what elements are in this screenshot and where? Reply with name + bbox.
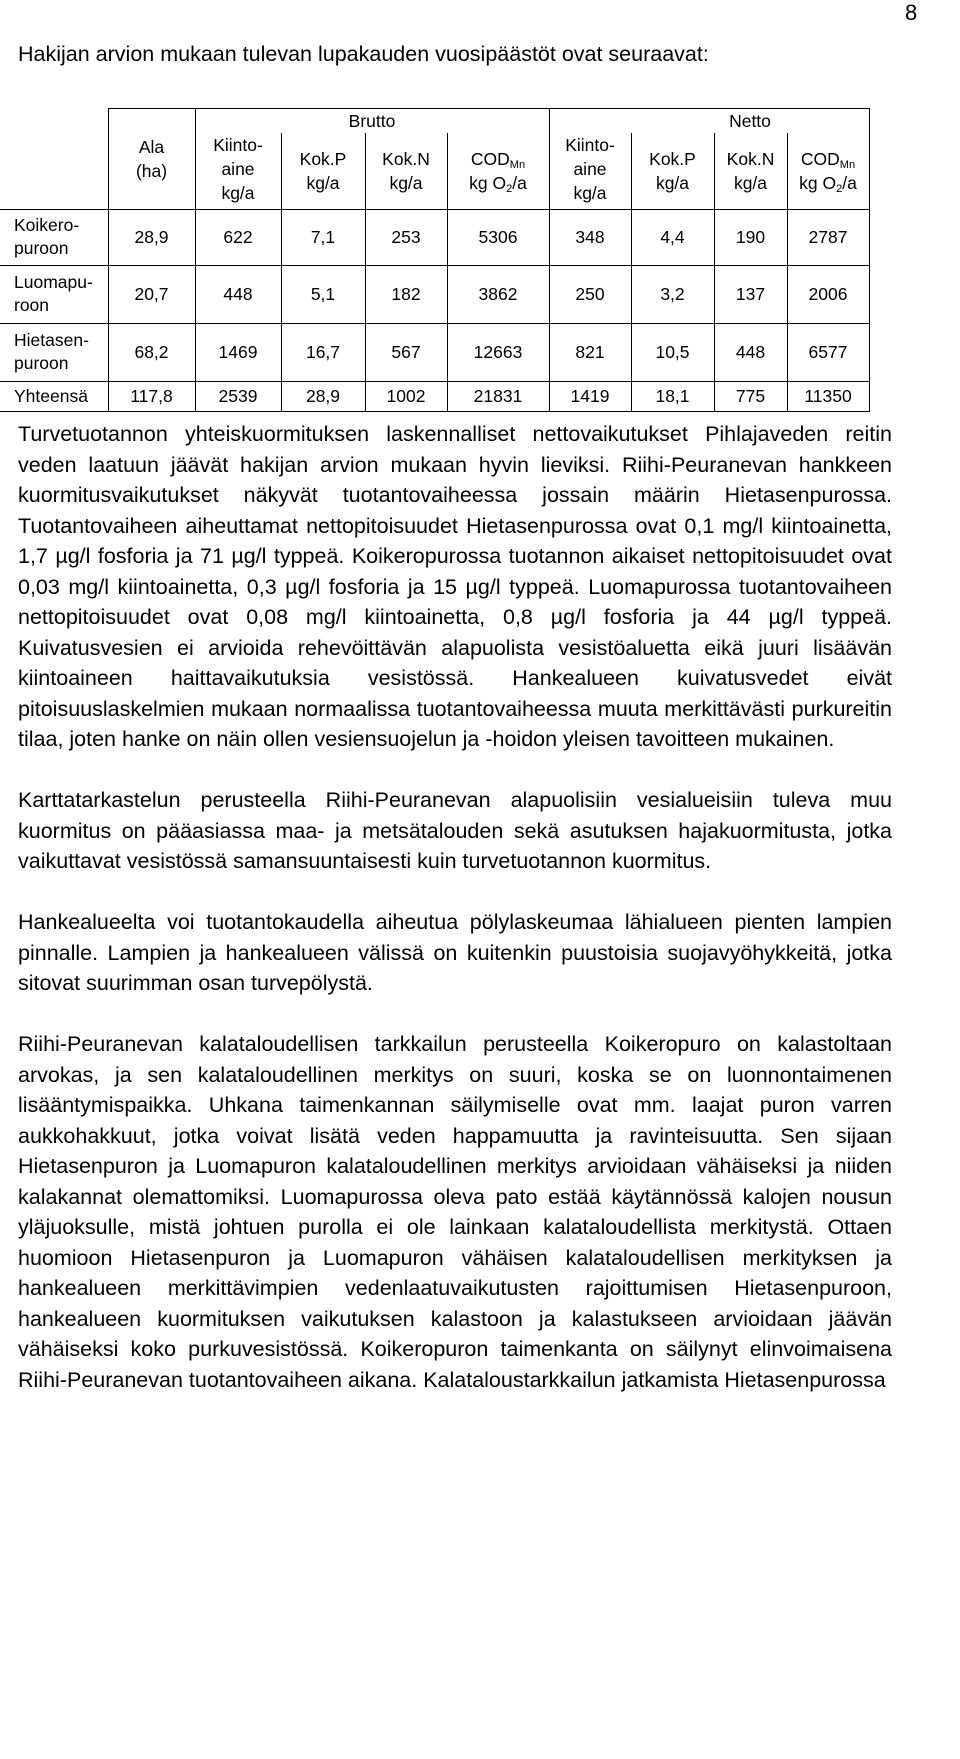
header-brutto-kokn-text: Kok.N kg/a — [382, 148, 430, 193]
table-cell: 253 — [365, 209, 447, 265]
table-cell: 21831 — [447, 381, 549, 411]
table-cell: 16,7 — [281, 323, 365, 381]
table-cell: 821 — [549, 323, 631, 381]
emissions-table-wrapper — [0, 108, 870, 412]
table-cell: 190 — [714, 209, 787, 265]
header-brutto-cod-unit-b: /a — [512, 172, 527, 193]
table-row-total — [0, 381, 870, 411]
header-group-netto: Netto — [631, 109, 869, 134]
table-cell: 137 — [714, 265, 787, 323]
table-cell: 182 — [365, 265, 447, 323]
table-cell: 3862 — [447, 265, 549, 323]
table-cell: 567 — [365, 323, 447, 381]
table-cell: 11350 — [787, 381, 869, 411]
header-netto-cod-unit-a: kg O — [799, 172, 837, 193]
header-corner — [0, 109, 108, 210]
table-cell: 6577 — [787, 323, 869, 381]
paragraph-spacer — [18, 999, 892, 1030]
table-row — [0, 265, 870, 323]
row-label: Hietasen- puroon — [0, 323, 108, 381]
paragraph-polylaskeuma: Hankealueelta voi tuotantokaudella aiheutua pölylaskeumaa lähialueen pienten lampien pinnalle. Lampien ja hankealueen välissä on kuitenkin puustoisia suojavyöhykkeitä, jotka sitovat suurimman osan turvepölystä. — [18, 910, 892, 995]
header-ala-text: Ala (ha) — [135, 136, 168, 181]
row-label: Yhteensä — [0, 381, 108, 411]
header-ala — [108, 109, 195, 210]
header-brutto-cod-sub: Mn — [509, 158, 526, 171]
table-cell: 1419 — [549, 381, 631, 411]
table-cell: 7,1 — [281, 209, 365, 265]
paragraph-kalatalous: Riihi-Peuranevan kalataloudellisen tarkkailun perusteella Koikeropuro on kalastoltaan arvokas, ja sen kalataloudellinen merkitys on suuri, koska se on luonnontaimenen lisääntymispaikka. Uhkana taimenkannan säilymiselle ovat mm. laajat puron varren aukkohakkuut, jotka voivat lisätä veden happamuutta ja ravinteisuutta. Sen sijaan Hietasenpuron ja Luomapuron kalataloudellinen merkitys arvioidaan vähäiseksi ja niiden kalakannat olemattomiksi. Luomapurossa oleva pato estää käytännössä kalojen nousun yläjuoksulle, mistä johtuen purolla ei ole lainkaan kalataloudellista merkitystä. Ottaen huomioon Hietasenpuron ja Luomapuron vähäisen kalataloudellisen merkityksen ja hankealueen merkittävimpien vedenlaatuvaikutusten rajoittumisen Hietasenpuroon, hankealueen kuormituksen vaikutuksen kalastoon ja kalastukseen arvioidaan jäävän vähäiseksi koko purkuvesistössä. Koikeropuron taimenkanta on säilynyt elinvoimaisena Riihi-Peuranevan tuotantovaiheen aikana. Kalataloustarkkailun jatkamista Hietasenpurossa — [18, 1032, 892, 1392]
header-brutto-kiintoaine — [195, 133, 281, 209]
table-cell: 1469 — [195, 323, 281, 381]
table-cell: 117,8 — [108, 381, 195, 411]
row-label: Luomapu- roon — [0, 265, 108, 323]
table-cell: 622 — [195, 209, 281, 265]
table-cell: 348 — [549, 209, 631, 265]
header-brutto-cod-main: COD — [470, 148, 510, 169]
table-cell: 4,4 — [631, 209, 714, 265]
header-empty-brutto-cod — [549, 109, 631, 134]
row-label: Koikero- puroon — [0, 209, 108, 265]
table-row — [0, 323, 870, 381]
table-cell: 2787 — [787, 209, 869, 265]
table-cell: 10,5 — [631, 323, 714, 381]
table-cell: 68,2 — [108, 323, 195, 381]
header-netto-cod-sub: Mn — [839, 158, 856, 171]
table-cell: 448 — [714, 323, 787, 381]
header-brutto-cod-unit-sub: 2 — [506, 182, 513, 195]
header-group-brutto: Brutto — [195, 109, 549, 134]
paragraph-nettovaikutukset: Turvetuotannon yhteiskuormituksen laskennalliset nettovaikutukset Pihlajaveden reitin veden laatuun jäävät hakijan arvion mukaan hyvin lieviksi. Riihi-Peuranevan hankkeen kuormitusvaikutukset näkyvät tuotantovaiheessa jossain määrin Hietasenpurossa. Tuotantovaiheen aiheuttamat nettopitoisuudet Hietasenpurossa ovat 0,1 mg/l kiintoainetta, 1,7 µg/l fosforia ja 71 µg/l typpeä. Koikeropurossa tuotannon aikaiset nettopitoisuudet ovat 0,03 mg/l kiintoainetta, 0,3 µg/l fosforia ja 15 µg/l typpeä. Luomapurossa tuotantovaiheen nettopitoisuudet ovat 0,08 mg/l kiintoainetta, 0,8 µg/l fosforia ja 44 µg/l typpeä. Kuivatusvesien ei arvioida rehevöittävän alapuolista vesistöaluetta eikä juuri lisäävän kiintoaineen haittavaikutuksia vesistössä. Hankealueen kuivatusvedet eivät pitoisuuslaskelmien mukaan normaalissa tuotantovaiheessa muuta merkittävästi purkureitin tilaa, joten hanke on näin ollen vesiensuojelun ja -hoidon yleisen tavoitteen mukainen. — [18, 422, 892, 751]
header-netto-cod-unit-b: /a — [842, 172, 857, 193]
table-cell: 775 — [714, 381, 787, 411]
header-netto-kiintoaine-text: Kiinto- aine kg/a — [565, 135, 615, 203]
body-text — [18, 419, 892, 1395]
table-cell: 3,2 — [631, 265, 714, 323]
table-row — [0, 209, 870, 265]
header-netto-kokp-text: Kok.P kg/a — [649, 148, 696, 193]
table-cell: 5306 — [447, 209, 549, 265]
header-netto-kokp — [631, 133, 714, 209]
table-cell: 1002 — [365, 381, 447, 411]
header-brutto-kokp — [281, 133, 365, 209]
header-brutto-cod-unit-a: kg O — [469, 172, 507, 193]
page-number: 8 — [905, 0, 918, 25]
table-cell: 28,9 — [108, 209, 195, 265]
emissions-table — [0, 108, 870, 412]
header-brutto-cod — [447, 133, 549, 209]
header-netto-cod-unit-sub: 2 — [836, 182, 843, 195]
header-brutto-kiintoaine-text: Kiinto- aine kg/a — [213, 135, 263, 203]
header-empty-netto-cod — [869, 109, 870, 134]
table-cell: 2006 — [787, 265, 869, 323]
header-netto-cod-main: COD — [800, 148, 840, 169]
table-cell: 448 — [195, 265, 281, 323]
table-cell: 18,1 — [631, 381, 714, 411]
header-brutto-kokp-text: Kok.P kg/a — [299, 148, 347, 193]
header-netto-kokn — [714, 133, 787, 209]
table-cell: 2539 — [195, 381, 281, 411]
table-cell: 5,1 — [281, 265, 365, 323]
table-cell: 250 — [549, 265, 631, 323]
header-netto-cod — [787, 133, 869, 209]
table-cell: 20,7 — [108, 265, 195, 323]
header-netto-kiintoaine — [549, 133, 631, 209]
intro-sentence: Hakijan arvion mukaan tulevan lupakauden vuosipäästöt ovat seuraavat: — [18, 42, 709, 66]
header-netto-kokn-text: Kok.N kg/a — [726, 148, 775, 193]
paragraph-spacer — [18, 755, 892, 786]
paragraph-karttatarkastelu: Karttatarkastelun perusteella Riihi-Peuranevan alapuolisiin vesialueisiin tuleva muu kuormitus on pääasiassa maa- ja metsätalouden sekä asutuksen hajakuormitusta, jotka vaikuttavat vesistössä samansuuntaisesti kuin turvetuotannon kuormitus. — [18, 788, 892, 873]
header-brutto-kokn — [365, 133, 447, 209]
table-cell: 12663 — [447, 323, 549, 381]
table-cell: 28,9 — [281, 381, 365, 411]
paragraph-spacer — [18, 877, 892, 908]
